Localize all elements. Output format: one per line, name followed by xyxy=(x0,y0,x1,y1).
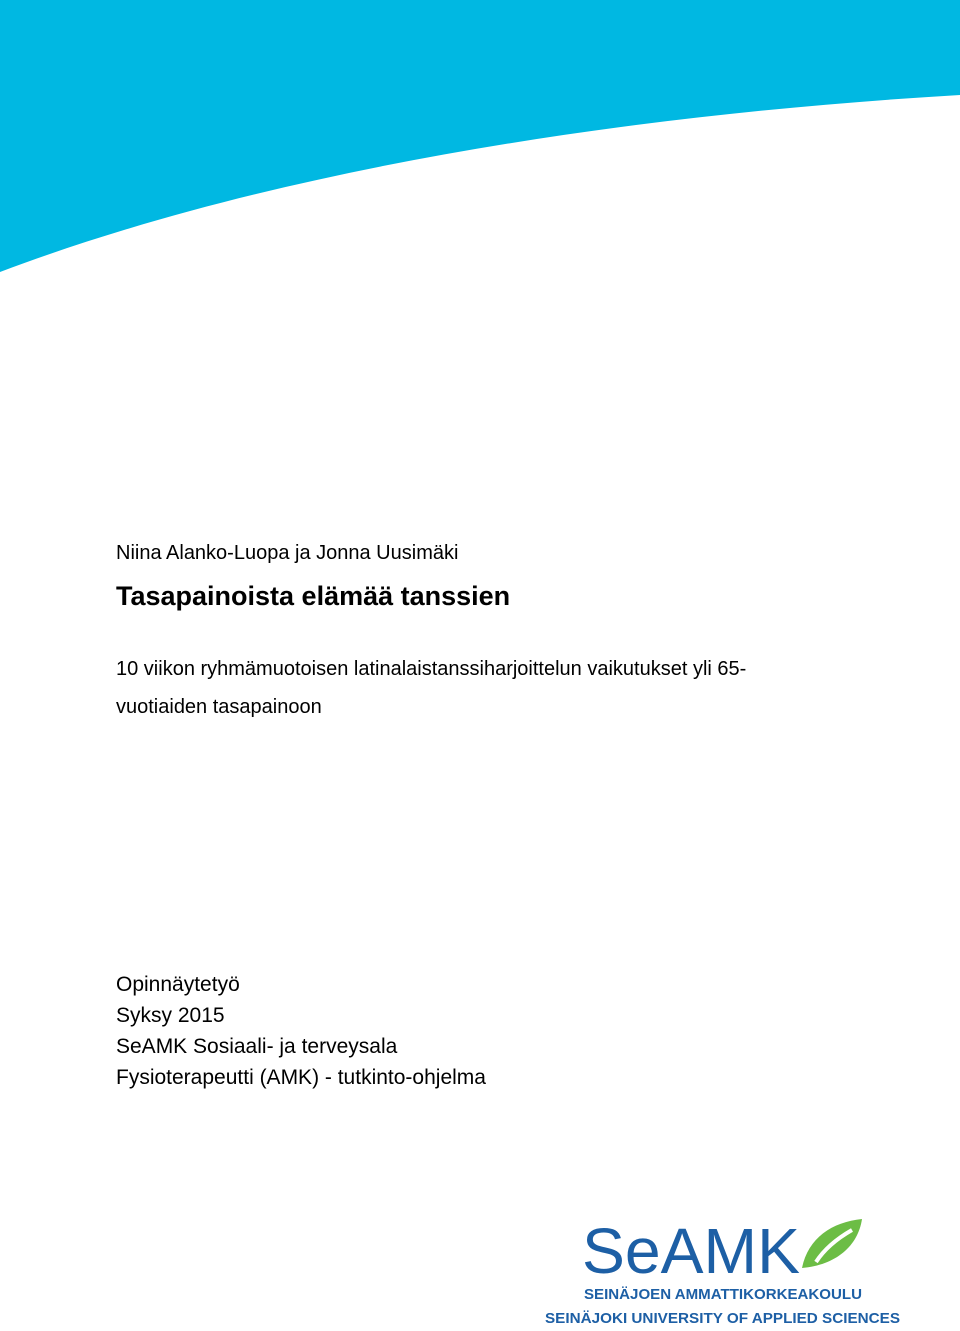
logo-name-fi: SEINÄJOEN AMMATTIKORKEAKOULU xyxy=(584,1286,862,1303)
degree-programme: Fysioterapeutti (AMK) - tutkinto-ohjelma xyxy=(116,1066,486,1089)
subtitle-line: vuotiaiden tasapainoon xyxy=(116,696,322,718)
logo-name-en: SEINÄJOKI UNIVERSITY OF APPLIED SCIENCES xyxy=(545,1310,900,1327)
thesis-title: Tasapainoista elämää tanssien xyxy=(116,581,511,611)
subtitle-line: 10 viikon ryhmämuotoisen latinalaistanssiharjoittelun vaikutukset yli 65- xyxy=(116,658,747,680)
faculty: SeAMK Sosiaali- ja terveysala xyxy=(116,1035,398,1058)
banner-shape xyxy=(0,0,960,272)
semester: Syksy 2015 xyxy=(116,1004,225,1027)
seamk-logo xyxy=(540,1210,920,1331)
thesis-type: Opinnäytetyö xyxy=(116,973,240,996)
logo-wordmark: SeAMK xyxy=(582,1215,800,1287)
thesis-meta xyxy=(116,969,486,1093)
author-names: Niina Alanko-Luopa ja Jonna Uusimäki xyxy=(116,542,459,564)
header-banner xyxy=(0,0,960,280)
thesis-subtitle xyxy=(116,650,856,726)
leaf-icon xyxy=(802,1219,862,1268)
